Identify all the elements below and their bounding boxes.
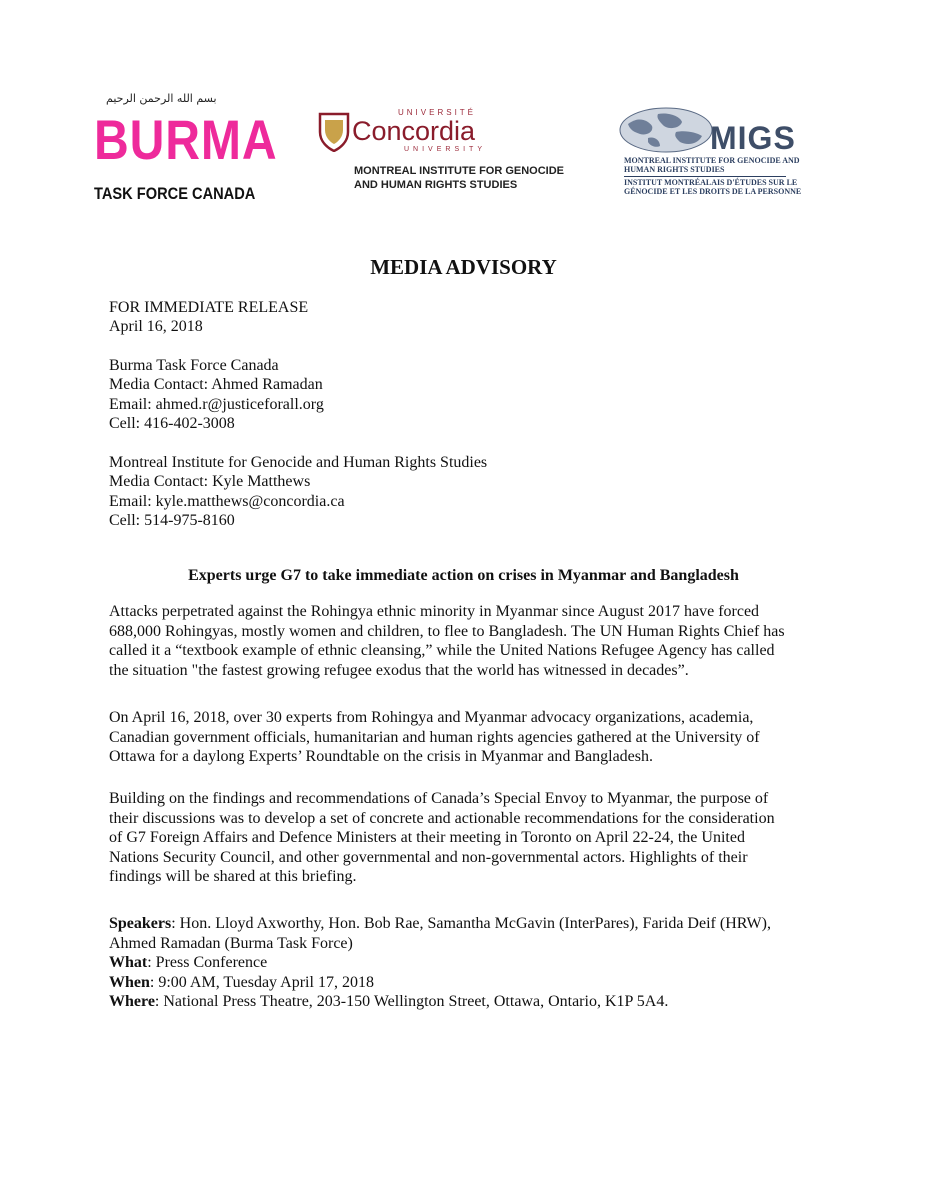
speakers-label: Speakers bbox=[109, 915, 172, 932]
migs-logo bbox=[618, 106, 802, 206]
concordia-logo bbox=[318, 108, 598, 198]
headline: Experts urge G7 to take immediate action on crises in Myanmar and Bangladesh bbox=[188, 567, 739, 584]
concordia-institute-name: MONTREAL INSTITUTE FOR GENOCIDE AND HUMAN RIGHTS STUDIES bbox=[354, 165, 565, 191]
speakers-line bbox=[109, 914, 809, 934]
contact-burma bbox=[109, 356, 324, 434]
where-label: Where bbox=[109, 993, 155, 1011]
speakers-value: : Hon. Lloyd Axworthy, Hon. Bob Rae, Samantha McGavin (InterPares), Farida Deif (HRW), bbox=[171, 915, 771, 932]
where-value: : National Press Theatre, 203-150 Wellington Street, Ottawa, Ontario, K1P 5A4. bbox=[154, 993, 669, 1011]
when-label: When bbox=[109, 973, 150, 991]
event-details bbox=[109, 914, 809, 1012]
paragraph-3: Building on the findings and recommendations of Canada’s Special Envoy to Myanmar, the purpose of their discussions was to develop a set of concrete and actionable recommendations for the consideration of G7 Foreign Affairs and Defence Ministers at their meeting in Toronto on April 22-24, the United Nations Security Council, and other governmental and non-governmental actors. Highlights of their findings will be shared at this briefing. bbox=[109, 790, 775, 886]
paragraph-2: On April 16, 2018, over 30 experts from Rohingya and Myanmar advocacy organizations, academia, Canadian government officials, humanitarian and human rights agencies gathered at the University of Ottawa for a daylong Experts’ Roundtable on the crisis in Myanmar and Bangladesh. bbox=[109, 709, 760, 766]
contact-email: Email: kyle.matthews@concordia.ca bbox=[109, 492, 345, 510]
contact-cell: Cell: 416-402-3008 bbox=[109, 415, 235, 433]
migs-divider bbox=[624, 176, 786, 177]
page-title: MEDIA ADVISORY bbox=[370, 255, 557, 279]
concordia-shield-icon bbox=[318, 112, 350, 152]
bismillah-calligraphy: بسم الله الرحمن الرحيم bbox=[106, 92, 217, 105]
migs-english-name: MONTREAL INSTITUTE FOR GENOCIDE AND HUMAN RIGHTS STUDIES bbox=[624, 156, 800, 174]
what-label: What bbox=[109, 954, 148, 972]
contact-media: Media Contact: Ahmed Ramadan bbox=[109, 376, 323, 394]
contact-email: Email: ahmed.r@justiceforall.org bbox=[109, 395, 324, 413]
concordia-wordmark: Concordia bbox=[352, 116, 476, 146]
release-info bbox=[109, 298, 308, 337]
speakers-line-2: Ahmed Ramadan (Burma Task Force) bbox=[109, 934, 353, 952]
what-line bbox=[109, 953, 809, 973]
migs-french-name: INSTITUT MONTRÉALAIS D'ÉTUDES SUR LE GÉNOCIDE ET LES DROITS DE LA PERSONNE bbox=[624, 178, 802, 196]
burma-logo-word: BURMA bbox=[94, 108, 278, 171]
when-line bbox=[109, 973, 809, 993]
paragraph-1: Attacks perpetrated against the Rohingya ethnic minority in Myanmar since August 2017 have forced 688,000 Rohingyas, mostly women and children, to flee to Bangladesh. The UN Human Rights Chief has called it a “textbook example of ethnic cleansing,” while the United Nations Refugee Agency has called the situation "the fastest growing refugee exodus that the world has witnessed in decades”. bbox=[109, 603, 785, 679]
contact-media: Media Contact: Kyle Matthews bbox=[109, 473, 311, 491]
contact-org: Burma Task Force Canada bbox=[109, 357, 279, 374]
release-date: April 16, 2018 bbox=[109, 318, 203, 336]
contact-cell: Cell: 514-975-8160 bbox=[109, 512, 235, 530]
what-value: : Press Conference bbox=[147, 954, 268, 972]
concordia-bottom-label: UNIVERSITY bbox=[404, 146, 487, 153]
migs-wordmark: MIGS bbox=[710, 120, 796, 156]
concordia-top-label: UNIVERSITÉ bbox=[398, 108, 477, 117]
burma-logo-subtitle: TASK FORCE CANADA bbox=[94, 184, 256, 203]
release-label: FOR IMMEDIATE RELEASE bbox=[109, 299, 309, 316]
where-line bbox=[109, 992, 809, 1012]
contact-migs bbox=[109, 453, 487, 531]
globe-icon bbox=[618, 106, 714, 154]
when-value: : 9:00 AM, Tuesday April 17, 2018 bbox=[149, 973, 374, 991]
contact-org: Montreal Institute for Genocide and Human Rights Studies bbox=[109, 454, 488, 471]
